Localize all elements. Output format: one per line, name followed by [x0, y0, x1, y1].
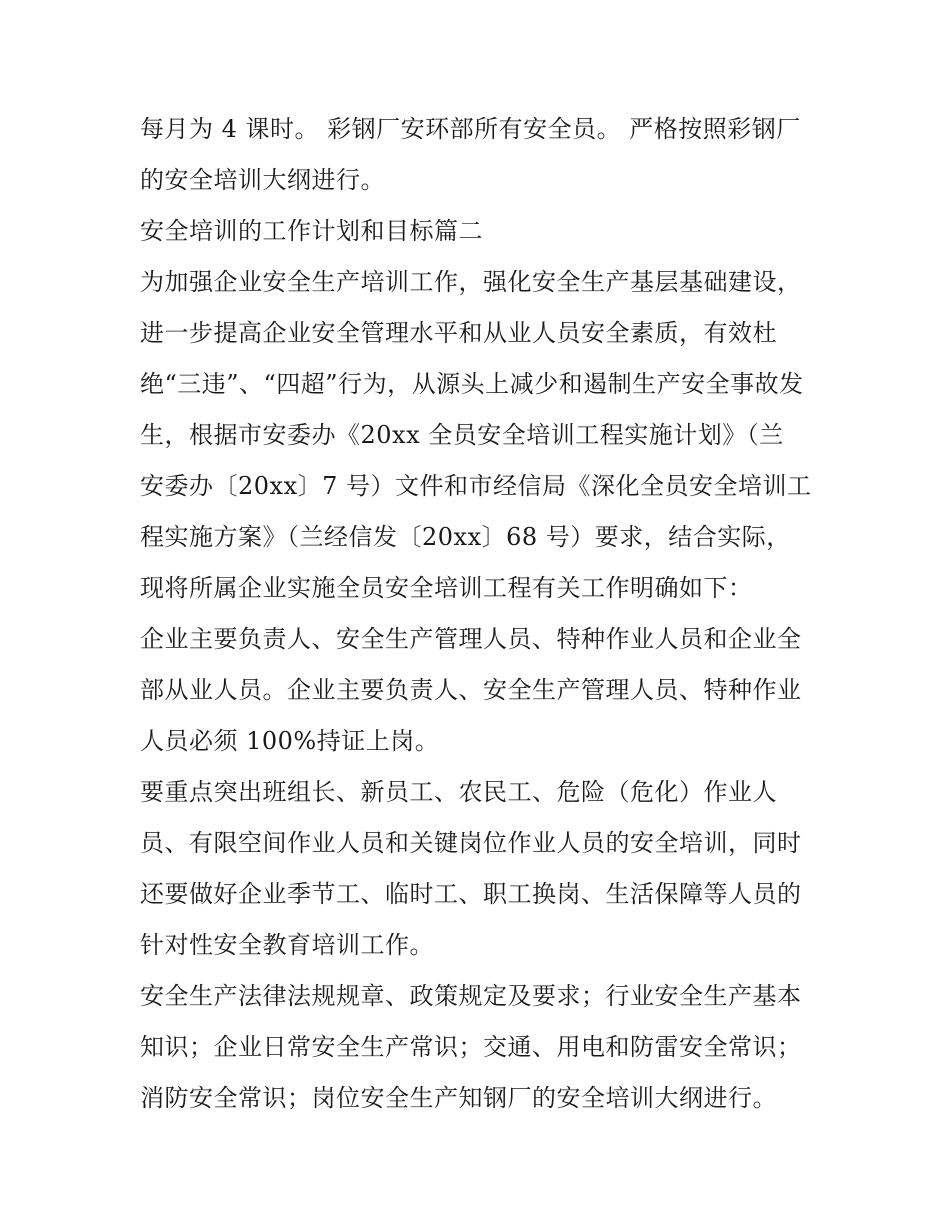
text-line: 安委办〔20xx〕7 号）文件和市经信局《深化全员安全培训工 — [140, 472, 812, 500]
text-line: 人员必须 100%持证上岗。 — [140, 727, 440, 755]
text-line: 还要做好企业季节工、临时工、职工换岗、生活保障等人员的 — [140, 880, 802, 908]
text-line: 每月为 4 课时。 彩钢厂安环部所有安全员。 严格按照彩钢厂 — [140, 115, 801, 143]
text-line: 程实施方案》（兰经信发〔20xx〕68 号）要求，结合实际， — [140, 523, 791, 551]
text-line: 绝“三违”、“四超”行为，从源头上减少和遏制生产安全事故发 — [140, 370, 804, 398]
text-line: 针对性安全教育培训工作。 — [140, 931, 434, 959]
text-line: 部从业人员。企业主要负责人、安全生产管理人员、特种作业 — [140, 676, 802, 704]
text-line: 知识；企业日常安全生产常识；交通、用电和防雷安全常识； — [140, 1033, 802, 1061]
text-line: 消防安全常识；岗位安全生产知钢厂的安全培训大纲进行。 — [140, 1084, 777, 1112]
text-line: 为加强企业安全生产培训工作，强化安全生产基层基础建设， — [140, 268, 802, 296]
text-line: 企业主要负责人、安全生产管理人员、特种作业人员和企业全 — [140, 625, 802, 653]
text-line: 生，根据市安委办《20xx 全员安全培训工程实施计划》（兰 — [140, 421, 784, 449]
section-heading: 安全培训的工作计划和目标篇二 — [140, 217, 483, 245]
text-line: 进一步提高企业安全管理水平和从业人员安全素质，有效杜 — [140, 319, 777, 347]
text-line: 要重点突出班组长、新员工、农民工、危险（危化）作业人 — [140, 778, 777, 806]
text-line: 现将所属企业实施全员安全培训工程有关工作明确如下： — [140, 574, 753, 602]
document-body — [140, 104, 820, 1124]
text-line: 员、有限空间作业人员和关键岗位作业人员的安全培训，同时 — [140, 829, 802, 857]
text-line: 安全生产法律法规规章、政策规定及要求；行业安全生产基本 — [140, 982, 802, 1010]
text-line: 的安全培训大纲进行。 — [140, 166, 385, 194]
